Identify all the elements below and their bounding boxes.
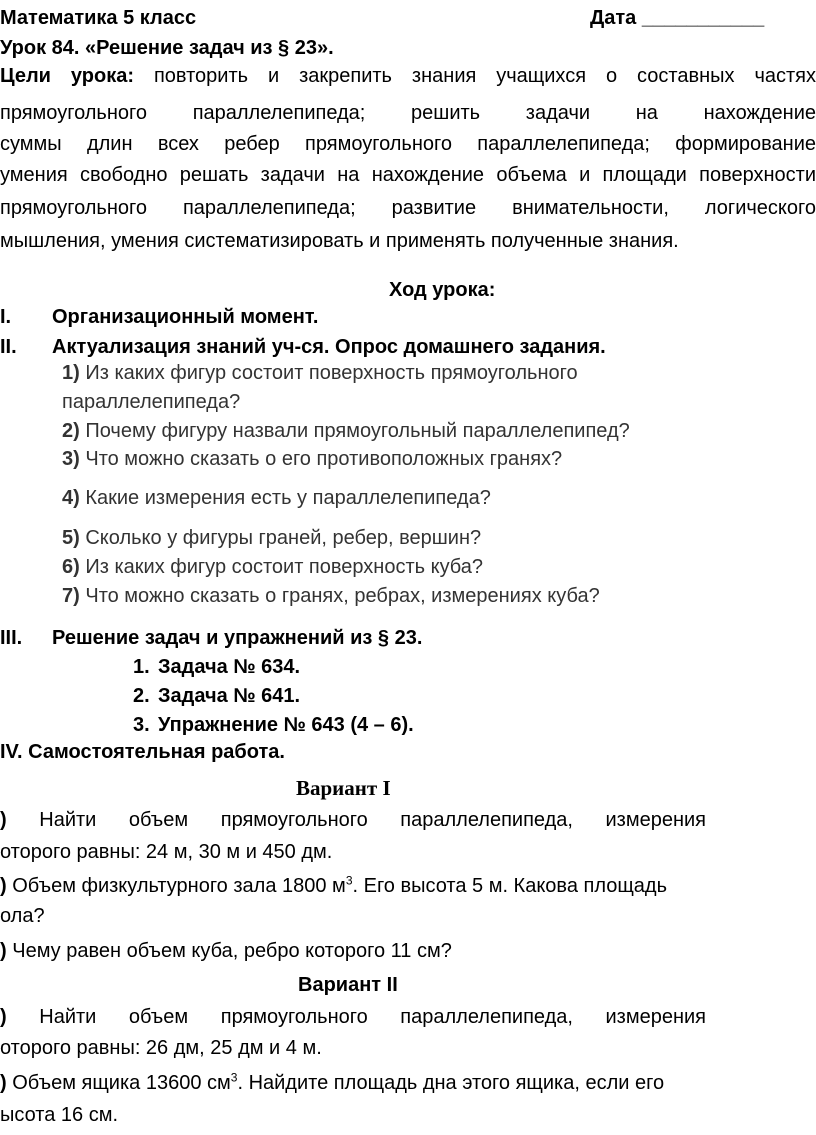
goals-line-6: мышления, умения систематизировать и применять полученные знания. bbox=[0, 230, 679, 252]
question-6: 6) Из каких фигур состоит поверхность куба? bbox=[62, 556, 484, 578]
section-3-num: III. bbox=[0, 627, 23, 649]
task-3: Упражнение № 643 (4 – 6). bbox=[158, 714, 414, 736]
v1-problem-1-line-1: ) Найти объем прямоугольного параллелепипеда, измерения bbox=[0, 809, 707, 831]
question-2: 2) Почему фигуру назвали прямоугольный параллелепипед? bbox=[62, 420, 630, 442]
question-1: 1) Из каких фигур состоит поверхность прямоугольного bbox=[62, 362, 578, 384]
v1-problem-2-line-1: ) Объем физкультурного зала 1800 $м^3$. Его высота 5 м. Какова площадь bbox=[0, 873, 668, 897]
variant-2-title: Вариант II bbox=[298, 974, 398, 996]
v2-problem-2-line-1: ) Объем ящика 13600 $см^3$. Найдите площадь дна этого ящика, если его bbox=[0, 1070, 665, 1094]
task-2: Задача № 641. bbox=[158, 685, 301, 707]
v1-problem-2-line-2: ола? bbox=[0, 905, 45, 927]
v2-problem-1-line-1: ) Найти объем прямоугольного параллелепипеда, измерения bbox=[0, 1006, 707, 1028]
section-2-num: II. bbox=[0, 336, 17, 358]
variant-1-title: Вариант I bbox=[296, 776, 391, 800]
section-4-title: IV. Самостоятельная работа. bbox=[0, 741, 285, 763]
v1-problem-1-line-2: оторого равны: 24 м, 30 м и 450 дм. bbox=[0, 841, 333, 863]
subject-title: Математика 5 класс bbox=[0, 7, 197, 29]
v1-problem-3: ) Чему равен объем куба, ребро которого 11 см? bbox=[0, 940, 452, 962]
section-3-title: Решение задач и упражнений из § 23. bbox=[52, 627, 423, 649]
date-label: Дата ___________ bbox=[590, 7, 765, 29]
task-1-num: 1. bbox=[133, 656, 150, 678]
goals-line-5: прямоугольного параллелепипеда; развитие внимательности, логического bbox=[0, 197, 816, 219]
question-1-cont: параллелепипеда? bbox=[62, 391, 241, 413]
course-title: Ход урока: bbox=[389, 279, 496, 301]
section-1-title: Организационный момент. bbox=[52, 306, 319, 328]
question-5: 5) Сколько у фигуры граней, ребер, вершин? bbox=[62, 527, 482, 549]
question-4: 4) Какие измерения есть у параллелепипеда? bbox=[62, 487, 491, 509]
v2-problem-1-line-2: оторого равны: 26 дм, 25 дм и 4 м. bbox=[0, 1037, 322, 1059]
goals-line-3: суммы длин всех ребер прямоугольного параллелепипеда; формирование bbox=[0, 133, 816, 155]
goals-label: Цели урока: bbox=[0, 65, 135, 87]
task-3-num: 3. bbox=[133, 714, 150, 736]
task-2-num: 2. bbox=[133, 685, 150, 707]
section-2-title: Актуализация знаний уч-ся. Опрос домашнего задания. bbox=[52, 336, 606, 358]
goals-line-1: Цели урока: повторить и закрепить знания учащихся о составных частях bbox=[0, 65, 816, 87]
question-3: 3) Что можно сказать о его противоположных гранях? bbox=[62, 448, 563, 470]
question-7: 7) Что можно сказать о гранях, ребрах, измерениях куба? bbox=[62, 585, 600, 607]
section-1-num: I. bbox=[0, 306, 12, 328]
lesson-title: Урок 84. «Решение задач из § 23». bbox=[0, 37, 334, 59]
goals-line-2: прямоугольного параллелепипеда; решить задачи на нахождение bbox=[0, 102, 816, 124]
task-1: Задача № 634. bbox=[158, 656, 301, 678]
goals-line-4: умения свободно решать задачи на нахождение объема и площади поверхности bbox=[0, 164, 816, 186]
v2-problem-2-line-2: ысота 16 см. bbox=[0, 1104, 119, 1126]
